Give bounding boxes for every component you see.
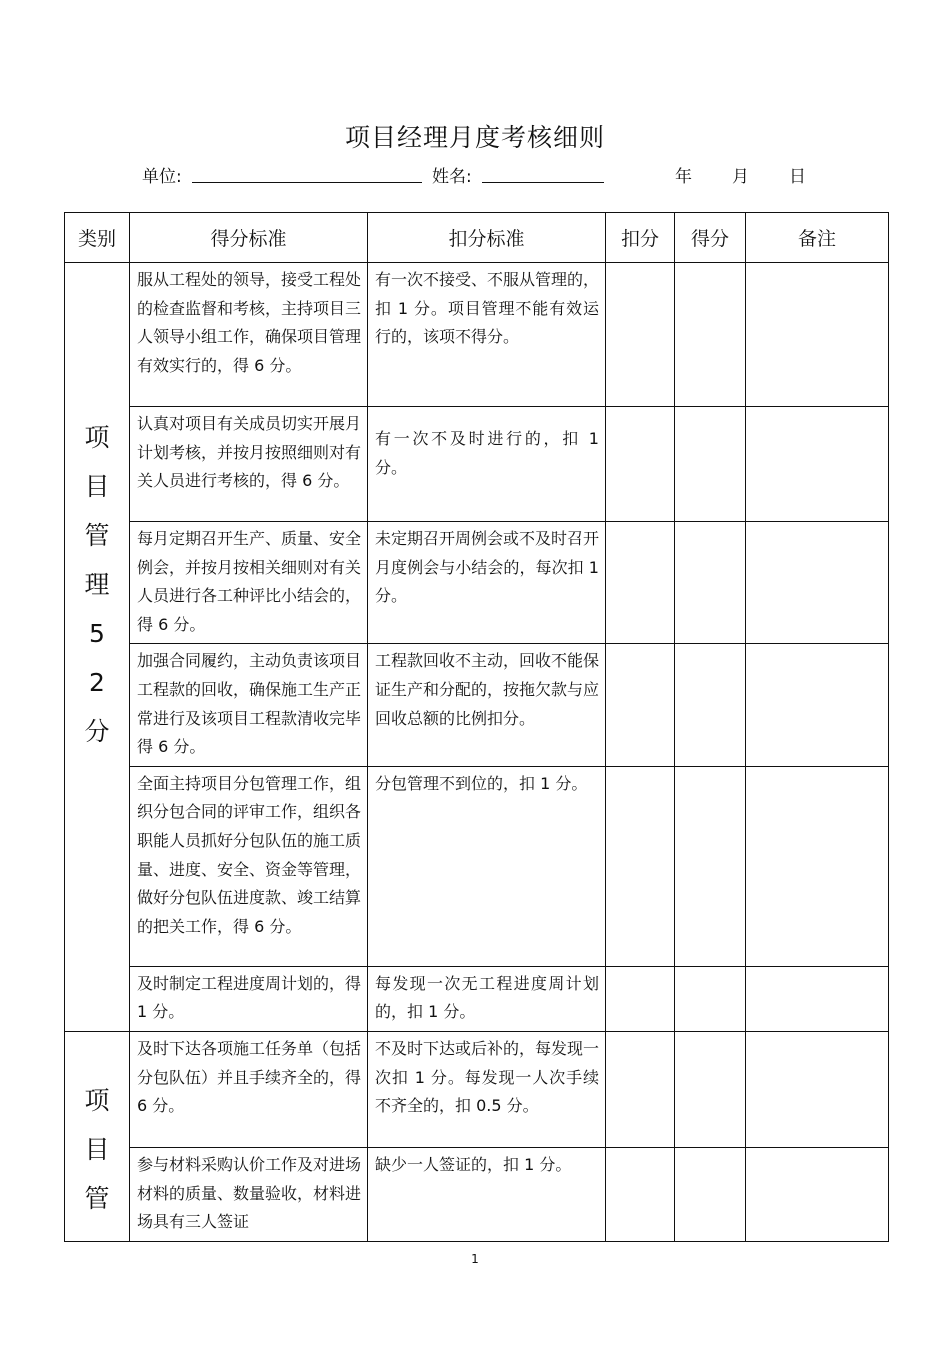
score-standard-cell: 及时制定工程进度周计划的，得 1 分。 [137,973,362,1022]
score-standard-cell: 及时下达各项施工任务单（包括分包队伍）并且手续齐全的，得 6 分。 [137,1038,362,1116]
table-row [65,1031,889,1147]
remarks-input-cell[interactable] [746,1147,889,1241]
deduction-standard-cell: 每发现一次无工程进度周计划的，扣 1 分。 [375,973,599,1022]
remarks-input-cell[interactable] [746,644,889,766]
deduction-standard-cell: 缺少一人签证的，扣 1 分。 [375,1154,572,1174]
deduction-standard-cell: 不及时下达或后补的，每发现一次扣 1 分。每发现一人次手续不齐全的，扣 0.5 分。 [375,1038,600,1116]
header-score-standard: 得分标准 [130,213,368,263]
deduction-standard-cell: 有一次不接受、不服从管理的，扣 1 分。项目管理不能有效运行的，该项不得分。 [375,270,600,347]
score-standard-cell: 认真对项目有关成员切实开展月计划考核，并按月按照细则对有关人员进行考核的，得 6 分。 [137,414,362,491]
table-row [65,522,889,644]
deduction-input-cell[interactable] [606,966,675,1031]
unit-label: 单位: [142,167,182,187]
deduction-input-cell[interactable] [606,263,675,407]
score-standard-cell: 参与材料采购认价工作及对进场材料的质量、数量验收，材料进场具有三人签证 [137,1154,362,1232]
deduction-standard-cell: 有一次不及时进行的，扣 1 分。 [375,429,599,477]
form-meta-line [0,160,950,186]
table-row [65,407,889,522]
name-label: 姓名: [432,167,472,187]
table-row [65,263,889,407]
table-row [65,644,889,766]
score-input-cell[interactable] [675,1031,746,1147]
score-standard-cell: 每月定期召开生产、质量、安全例会，并按月按相关细则对有关人员进行各工种评比小结会的，得 6 分。 [137,529,362,634]
remarks-input-cell[interactable] [746,1031,889,1147]
assessment-table [64,212,889,1242]
table-row [65,966,889,1031]
remarks-input-cell[interactable] [746,263,889,407]
remarks-input-cell[interactable] [746,407,889,522]
deduction-input-cell[interactable] [606,766,675,966]
month-label: 月 [732,167,749,187]
category-label: 项目管 [84,1085,110,1213]
score-standard-cell: 服从工程处的领导，接受工程处的检查监督和考核，主持项目三人领导小组工作，确保项目管理有效实行的，得 6 分。 [137,270,362,375]
deduction-input-cell[interactable] [606,522,675,644]
score-input-cell[interactable] [675,407,746,522]
deduction-standard-cell: 分包管理不到位的，扣 1 分。 [375,773,588,793]
deduction-input-cell[interactable] [606,1031,675,1147]
deduction-input-cell[interactable] [606,644,675,766]
deduction-standard-cell: 未定期召开周例会或不及时召开月度例会与小结会的，每次扣 1 分。 [375,529,600,606]
score-input-cell[interactable] [675,263,746,407]
score-standard-cell: 全面主持项目分包管理工作，组织分包合同的评审工作，组织各职能人员抓好分包队伍的施工质量、进度、安全、资金等管理，做好分包队伍进度款、竣工结算的把关工作，得 6 分。 [137,773,362,936]
remarks-input-cell[interactable] [746,766,889,966]
header-deduction: 扣分 [606,213,675,263]
category-cell [65,1031,130,1241]
unit-field[interactable] [192,182,422,183]
score-standard-cell: 加强合同履约，主动负责该项目工程款的回收，确保施工生产正常进行及该项目工程款清收完毕得 6 分。 [137,651,362,757]
deduction-input-cell[interactable] [606,407,675,522]
page-title: 项目经理月度考核细则 [344,123,605,152]
day-label: 日 [789,167,806,187]
table-header-row [65,213,889,263]
deduction-input-cell[interactable] [606,1147,675,1241]
score-input-cell[interactable] [675,1147,746,1241]
score-input-cell[interactable] [675,644,746,766]
deduction-standard-cell: 工程款回收不主动，回收不能保证生产和分配的，按拖欠款与应回收总额的比例扣分。 [375,651,600,728]
name-field[interactable] [482,182,604,183]
header-category: 类别 [65,213,130,263]
score-input-cell[interactable] [675,966,746,1031]
remarks-input-cell[interactable] [746,966,889,1031]
header-remarks: 备注 [746,213,889,263]
year-label: 年 [675,167,692,187]
table-row [65,1147,889,1241]
score-input-cell[interactable] [675,522,746,644]
category-label: 项目管理52分 [84,423,110,746]
page-number: 1 [471,1252,479,1266]
table-row [65,766,889,966]
category-cell [65,263,130,1032]
header-score: 得分 [675,213,746,263]
remarks-input-cell[interactable] [746,522,889,644]
score-input-cell[interactable] [675,766,746,966]
header-deduction-standard: 扣分标准 [368,213,606,263]
